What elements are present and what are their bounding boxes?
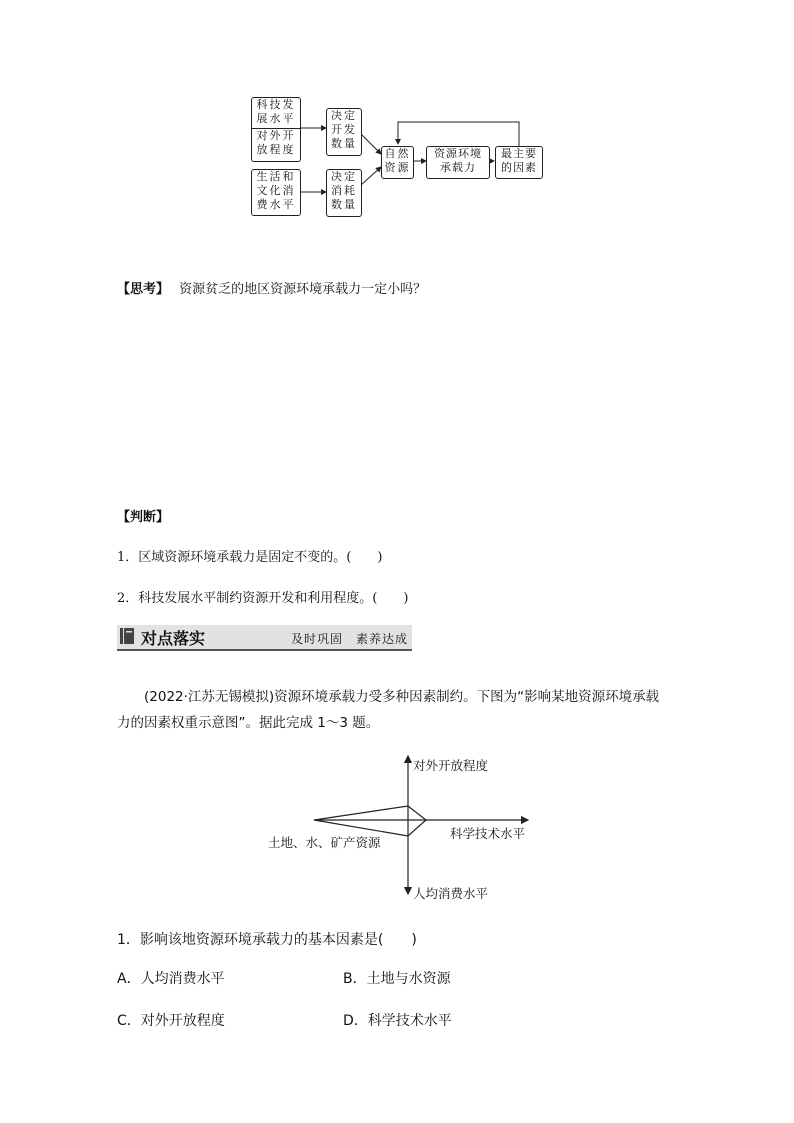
question-1-option-a: A．人均消费水平 [117, 971, 225, 987]
intro-line-1: (2022·江苏无锡模拟)资源环境承载力受多种因素制约。下图为“影响某地资源环境承载 [144, 689, 660, 705]
axis-label-openness: 对外开放程度 [413, 758, 489, 773]
question-1-option-c: C．对外开放程度 [117, 1013, 225, 1029]
flow-box-main-factor: 最主要 的因素 [495, 146, 543, 179]
flow-box-carrying-capacity: 资源环境 承载力 [426, 146, 490, 179]
think-section [117, 278, 426, 297]
weight-polygon [314, 806, 426, 836]
question-1-stem: 1．影响该地资源环境承载力的基本因素是( ) [117, 932, 417, 948]
flow-box-decide-consumption: 决定 消耗 数量 [326, 169, 362, 217]
axis-label-technology: 科学技术水平 [450, 826, 526, 841]
flow-box-tech-level: 科技发 展水平 [251, 97, 301, 128]
question-1-option-d: D．科学技术水平 [343, 1013, 452, 1029]
flow-box-openness: 对外开 放程度 [251, 128, 301, 162]
intro-line-2: 力的因素权重示意图”。据此完成 1～3 题。 [117, 715, 380, 731]
axis-label-resources: 土地、水、矿产资源 [268, 835, 381, 850]
flow-box-consumption-level: 生活和 文化消 费水平 [251, 169, 301, 216]
question-1-option-b: B．土地与水资源 [343, 971, 451, 987]
think-label: 【思考】 [117, 282, 170, 297]
section-banner [117, 625, 412, 651]
banner-title: 对点落实 [141, 629, 206, 648]
flow-box-natural-resources: 自然 资源 [381, 146, 414, 179]
judge-label: 【判断】 [117, 510, 170, 525]
section-book-icon [120, 628, 134, 644]
banner-subtitle: 及时巩固 素养达成 [290, 632, 408, 646]
think-question: 资源贫乏的地区资源环境承载力一定小吗？ [179, 282, 427, 297]
judge-item-1: 1．区域资源环境承载力是固定不变的。( ) [117, 550, 383, 565]
flow-box-decide-development: 决定 开发 数量 [326, 108, 362, 156]
judge-item-2: 2．科技发展水平制约资源开发和利用程度。( ) [117, 591, 409, 606]
axis-label-consumption: 人均消费水平 [413, 886, 489, 901]
